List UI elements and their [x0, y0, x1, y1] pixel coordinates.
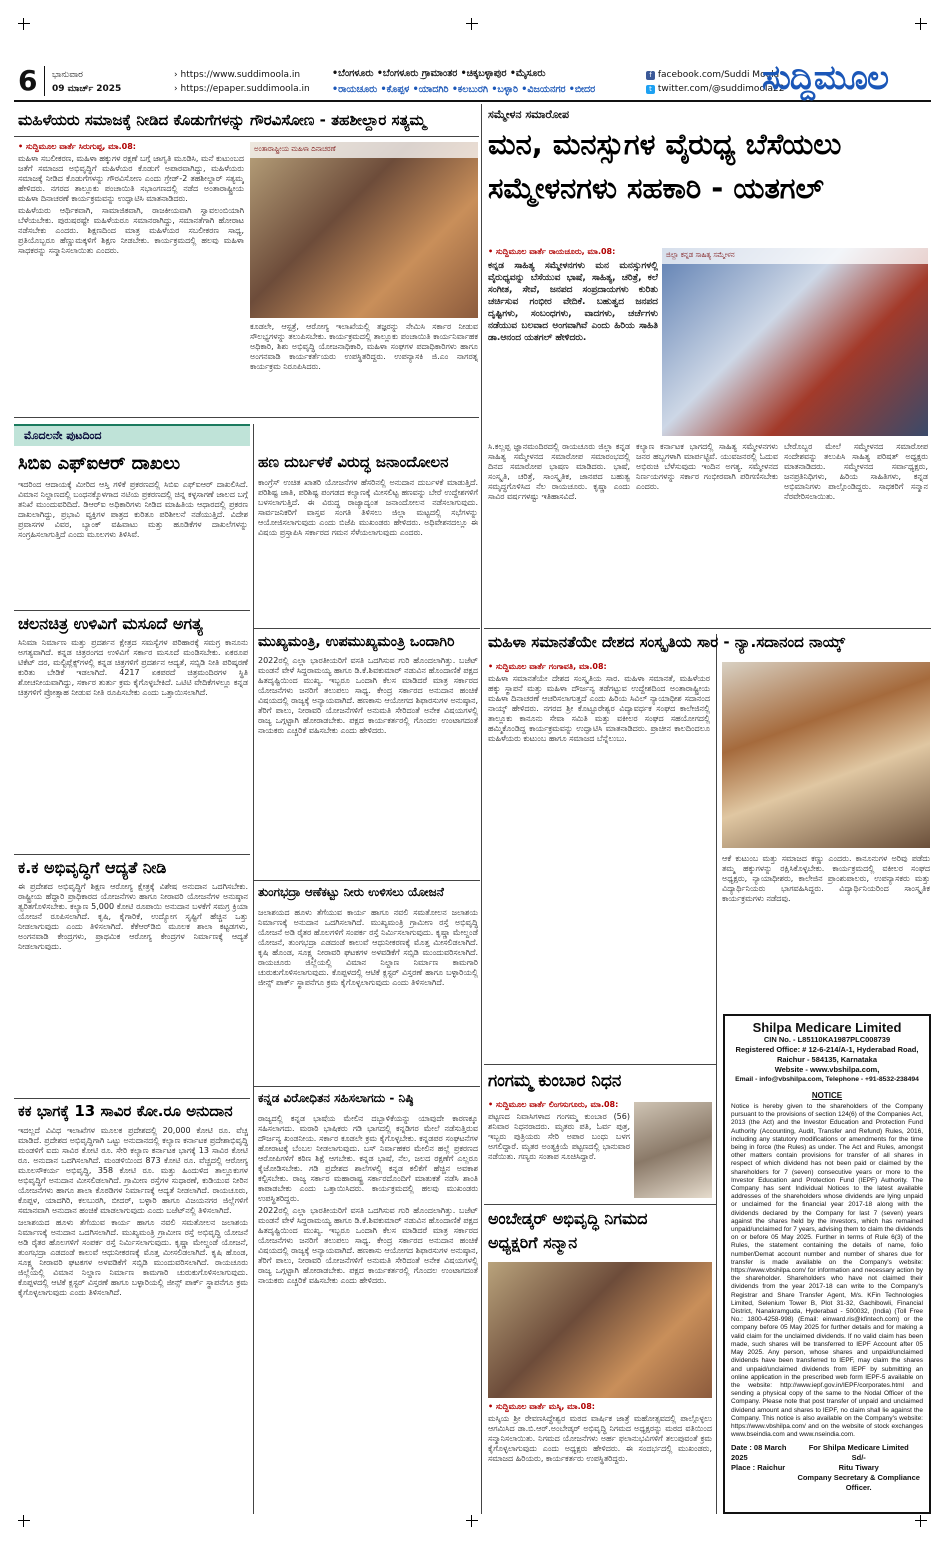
web-icon: ›: [174, 70, 178, 80]
headline-women-equality: ಮಹಿಳಾ ಸಮಾನತೆಯೇ ದೇಶದ ಸಂಸ್ಕೃತಿಯ ಸಾರ - ನ್ಯಾ.ಸದಾನಂದ ನಾಯ್ಕ್: [488, 633, 846, 651]
dateline: • ಸುದ್ದಿಮೂಲ ವಾರ್ತೆ ರಾಯಚೂರು, ಮಾ.08:: [488, 247, 616, 256]
article-film-body: [18, 638, 248, 850]
headline-obituary: ಗಂಗಮ್ಮ ಕುಂಬಾರ ನಿಧನ: [488, 1071, 622, 1091]
crop-mark-bottom-left: [18, 1515, 30, 1527]
headline-conference-line2: ಸಮ್ಮೇಳನಗಳು ಸಹಕಾರಿ - ಯತಗಲ್: [488, 171, 824, 205]
paragraph: ಸಿನಿಮಾ ನಿರ್ಮಾಣ ಮತ್ತು ಪ್ರದರ್ಶನ ಕ್ಷೇತ್ರದ ಸಮಸ್ಯೆಗಳ ಪರಿಹಾರಕ್ಕೆ ಸಮಗ್ರ ಕಾನೂನು ಅಗತ್ಯವಾಗಿದೆ. ಕನ್ನಡ ಚಿತ್ರರಂಗದ ಉಳಿವಿಗೆ ಸರ್ಕಾರ ಮಸೂದೆ ಮಂಡಿಸಬೇಕು. ಏಕರೂಪ ಟಿಕೆಟ್ ದರ, ಮಲ್ಟಿಪ್ಲೆಕ್ಸ್‌ಗಳಲ್ಲಿ ಕನ್ನಡ ಚಿತ್ರಗಳಿಗೆ ಪ್ರದರ್ಶನ ಆದ್ಯತೆ, ಸಬ್ಸಿಡಿ ನೀತಿ ಪರಿಷ್ಕರಣೆ ಕುರಿತು ಬೇಡಿಕೆ ಇಡಲಾಗಿದೆ. 4217 ಏಕಪರದೆ ಚಿತ್ರಮಂದಿರಗಳ ಸ್ಥಿತಿ ಶೋಚನೀಯವಾಗಿದ್ದು, ಸರ್ಕಾರ ತುರ್ತು ಕ್ರಮ ಕೈಗೊಳ್ಳಬೇಕಿದೆ. ಒಟಿಟಿ ವೇದಿಕೆಗಳಲ್ಲೂ ಕನ್ನಡ ಚಿತ್ರಗಳಿಗೆ ಪ್ರೋತ್ಸಾಹ ನೀಡುವ ನೀತಿ ರೂಪಿಸಬೇಕು ಎಂದು ಒತ್ತಾಯಿಸಲಾಗಿದೆ.: [18, 638, 248, 697]
paragraph: ಪಟ್ಟಣದ ನಿವಾಸಿಗಳಾದ ಗಂಗಮ್ಮ ಕುಂಬಾರ (56) ಶನಿವಾರ ನಿಧನರಾದರು. ಮೃತರು ಪತಿ, ಓರ್ವ ಪುತ್ರ, ಇಬ್ಬರು ಪುತ್ರಿಯರು ಸೇರಿ ಅಪಾರ ಬಂಧು ಬಳಗ ಅಗಲಿದ್ದಾರೆ. ಮೃತರ ಅಂತ್ಯಕ್ರಿಯೆ ಪಟ್ಟಣದಲ್ಲಿ ಭಾನುವಾರ ನಡೆಯಿತು. ಗಣ್ಯರು ಸಂತಾಪ ಸೂಚಿಸಿದ್ದಾರೆ.: [488, 1112, 630, 1161]
paragraph: 2022ರಲ್ಲಿ ಎಲ್ಲಾ ಭಾರತೀಯರಿಗೆ ವಸತಿ ಒದಗಿಸುವ ಗುರಿ ಹೊಂದಲಾಗಿತ್ತು. ಬಜೆಟ್ ಮಂಡನೆ ವೇಳೆ ಸಿದ್ದರಾಮಯ್ಯ ಹಾಗೂ ಡಿ.ಕೆ.ಶಿವಕುಮಾರ್ ನಡುವಿನ ಹೊಂದಾಣಿಕೆ ಪಕ್ಷದ ಹಿತದೃಷ್ಟಿಯಿಂದ ಮುಖ್ಯ. ಇಬ್ಬರೂ ಒಂದಾಗಿ ಕೆಲಸ ಮಾಡಿದರೆ ಮಾತ್ರ ಸರ್ಕಾರದ ಯೋಜನೆಗಳು ಜನರಿಗೆ ತಲುಪಲು ಸಾಧ್ಯ. ಕೇಂದ್ರ ಸರ್ಕಾರದ ಅನುದಾನ ಹಂಚಿಕೆ ವಿಷಯದಲ್ಲಿ ರಾಜ್ಯಕ್ಕೆ ಅನ್ಯಾಯವಾಗಿದೆ. ಹಣಕಾಸು ಆಯೋಗದ ಶಿಫಾರಸುಗಳ ಅನುಷ್ಠಾನ, ತೆರಿಗೆ ಪಾಲು, ನೀರಾವರಿ ಯೋಜನೆಗಳಿಗೆ ಅನುಮತಿ ಸೇರಿದಂತೆ ಅನೇಕ ವಿಷಯಗಳಲ್ಲಿ ರಾಜ್ಯ ಒಗ್ಗಟ್ಟಾಗಿ ಹೋರಾಡಬೇಕು. ಪಕ್ಷದ ಕಾರ್ಯಕರ್ತರಲ್ಲಿ ಗೊಂದಲ ಉಂಟಾಗದಂತೆ ನಾಯಕರು ಎಚ್ಚರಿಕೆ ವಹಿಸಬೇಕು ಎಂದು ಹೇಳಿದರು.: [258, 1206, 478, 1285]
kicker-conference: ಸಮ್ಮೇಳನ ಸಮಾರೋಪ: [488, 108, 570, 121]
column-rule: [253, 424, 254, 1514]
issue-day: ಭಾನುವಾರ: [52, 70, 83, 80]
notice-footer: [731, 1443, 923, 1493]
article-fund-body: [258, 478, 478, 628]
paragraph: ಜಲಾಶಯದ ಹೂಳು ತೆಗೆಯುವ ಕಾರ್ಯ ಹಾಗೂ ನವಲಿ ಸಮತೋಲನ ಜಲಾಶಯ ನಿರ್ಮಾಣಕ್ಕೆ ಅನುದಾನ ಒದಗಿಸಲಾಗಿದೆ. ಮುಖ್ಯಮಂತ್ರಿ ಗ್ರಾಮೀಣ ರಸ್ತೆ ಅಭಿವೃದ್ಧಿ ಯೋಜನೆ ಅಡಿ ರೈತರ ಹೊಲಗಳಿಗೆ ಸಂಪರ್ಕ ರಸ್ತೆ ನಿರ್ಮಿಸಲಾಗುವುದು. ಕೃಷ್ಣಾ ಮೇಲ್ದಂಡೆ ಯೋಜನೆ, ತುಂಗಭದ್ರಾ ಎಡದಂಡೆ ಕಾಲುವೆ ಆಧುನೀಕರಣಕ್ಕೆ ಮೊತ್ತ ಮೀಸಲಿಡಲಾಗಿದೆ. ಕೃಷಿ ಹೊಂಡ, ಸೂಕ್ಷ್ಮ ನೀರಾವರಿ ಘಟಕಗಳ ಅಳವಡಿಕೆಗೆ ಸಬ್ಸಿಡಿ ಮುಂದುವರಿಸಲಾಗಿದೆ. ರಾಯಚೂರು ಜಿಲ್ಲೆಯಲ್ಲಿ ವಿಮಾನ ನಿಲ್ದಾಣ ನಿರ್ಮಾಣ ಕಾಮಗಾರಿ ಚುರುಕುಗೊಳಿಸಲಾಗುವುದು. ಕೊಪ್ಪಳದಲ್ಲಿ ಆಟಿಕೆ ಕ್ಲಸ್ಟರ್ ವಿಸ್ತರಣೆ ಹಾಗೂ ಬಳ್ಳಾರಿಯಲ್ಲಿ ಜೀನ್ಸ್ ಪಾರ್ಕ್ ಸ್ಥಾಪನೆಗೂ ಕ್ರಮ ಕೈಗೊಳ್ಳಲಾಗುವುದು ಎಂದು ತಿಳಿಸಲಾಗಿದೆ.: [258, 908, 478, 987]
paragraph: ಆಕೆ ಕುಟುಂಬ ಮತ್ತು ಸಮಾಜದ ಕಣ್ಣು ಎಂದರು. ಕಾನೂನುಗಳ ಅರಿವು ಪಡೆದು ತಮ್ಮ ಹಕ್ಕುಗಳನ್ನು ರಕ್ಷಿಸಿಕೊಳ್ಳಬೇಕು. ಕಾರ್ಯಕ್ರಮದಲ್ಲಿ ವಕೀಲರ ಸಂಘದ ಅಧ್ಯಕ್ಷರು, ನ್ಯಾಯಾಧೀಶರು, ಕಾಲೇಜಿನ ಪ್ರಾಂಶುಪಾಲರು, ಉಪನ್ಯಾಸಕರು ಮತ್ತು ವಿದ್ಯಾರ್ಥಿನಿಯರು ಭಾಗವಹಿಸಿದ್ದರು. ವಿದ್ಯಾರ್ಥಿನಿಯರಿಂದ ಸಾಂಸ್ಕೃತಿಕ ಕಾರ್ಯಕ್ರಮಗಳು ನಡೆದವು.: [722, 854, 930, 903]
rule: [14, 610, 250, 611]
column-rule: [481, 104, 482, 1514]
header-divider: [44, 66, 45, 96]
rule: [254, 1086, 480, 1087]
photo-lamp-lighting: [722, 662, 930, 848]
edition-cities: [332, 66, 632, 98]
paragraph: ರಾಜ್ಯದಲ್ಲಿ ಕನ್ನಡ ಭಾಷೆಯ ಮೇಲಿನ ದಬ್ಬಾಳಿಕೆಯನ್ನು ಯಾವುದೇ ಕಾರಣಕ್ಕೂ ಸಹಿಸಲಾಗದು. ಮರಾಠಿ ಭಾಷಿಕರು ಗಡಿ ಭಾಗದಲ್ಲಿ ಕನ್ನಡಿಗರ ಮೇಲೆ ನಡೆಸುತ್ತಿರುವ ದೌರ್ಜನ್ಯ ಖಂಡನೀಯ. ಸರ್ಕಾರ ಕೂಡಲೇ ಕ್ರಮ ಕೈಗೊಳ್ಳಬೇಕು. ಕನ್ನಡಪರ ಸಂಘಟನೆಗಳ ಹೋರಾಟಕ್ಕೆ ಬೆಂಬಲ ನೀಡಲಾಗುವುದು. ಬಸ್ ನಿರ್ವಾಹಕರ ಮೇಲಿನ ಹಲ್ಲೆ ಪ್ರಕರಣದ ಆರೋಪಿಗಳಿಗೆ ಕಠಿಣ ಶಿಕ್ಷೆ ಆಗಬೇಕು. ಕನ್ನಡ ಭಾಷೆ, ನೆಲ, ಜಲದ ರಕ್ಷಣೆಗೆ ಎಲ್ಲರೂ ಕೈಜೋಡಿಸಬೇಕು. ಗಡಿ ಪ್ರದೇಶದ ಶಾಲೆಗಳಲ್ಲಿ ಕನ್ನಡ ಕಲಿಕೆಗೆ ಹೆಚ್ಚಿನ ಅವಕಾಶ ಕಲ್ಪಿಸಬೇಕು. ರಾಜ್ಯ ಸರ್ಕಾರ ಮಹಾರಾಷ್ಟ್ರ ಸರ್ಕಾರದೊಂದಿಗೆ ಮಾತುಕತೆ ನಡೆಸಿ ಶಾಂತಿ ಕಾಪಾಡಬೇಕು ಎಂದು ಒತ್ತಾಯಿಸಿದರು. ಕಾರ್ಯಕ್ರಮದಲ್ಲಿ ಹಲವು ಮುಖಂಡರು ಉಪಸ್ಥಿತರಿದ್ದರು.: [258, 1114, 478, 1203]
section-band-continued: ಮೊದಲನೇ ಪುಟದಿಂದ: [14, 424, 250, 446]
headline-kk-grant: ಕಕ ಭಾಗಕ್ಕೆ 13 ಸಾವಿರ ಕೋ.ರೂ ಅನುದಾನ: [18, 1102, 233, 1120]
headline-cbi-fir: ಸಿಬಿಐ ಎಫ್‌ಐಆರ್ ದಾಖಲು: [18, 453, 181, 474]
article-kannada-body: [258, 1114, 478, 1512]
rule: [14, 1098, 250, 1099]
dateline: • ಸುದ್ದಿಮೂಲ ವಾರ್ತೆ ಮಸ್ಕಿ, ಮಾ.08:: [488, 1402, 595, 1411]
paragraph: ಕಾಂಗ್ರೆಸ್ ಉಚಿತ ಖಾತರಿ ಯೋಜನೆಗಳ ಹೆಸರಿನಲ್ಲಿ ಅನುದಾನ ದುರ್ಬಳಕೆ ಮಾಡುತ್ತಿದೆ. ಪರಿಶಿಷ್ಟ ಜಾತಿ, ಪರಿಶಿಷ್ಟ ಪಂಗಡದ ಕಲ್ಯಾಣಕ್ಕೆ ಮೀಸಲಿಟ್ಟ ಹಣವನ್ನು ಬೇರೆ ಉದ್ದೇಶಗಳಿಗೆ ಬಳಸಲಾಗುತ್ತಿದೆ. ಈ ವಿರುದ್ಧ ರಾಜ್ಯಾದ್ಯಂತ ಜನಾಂದೋಲನ ನಡೆಸಲಾಗುವುದು. ಸಾರ್ವಜನಿಕರಿಗೆ ವಾಸ್ತವ ಸಂಗತಿ ತಿಳಿಸಲು ಜಿಲ್ಲಾ ಮಟ್ಟದಲ್ಲಿ ಸಭೆಗಳನ್ನು ಆಯೋಜಿಸಲಾಗುವುದು ಎಂದು ಬಿಜೆಪಿ ಮುಖಂಡರು ಹೇಳಿದರು. ಅಧಿವೇಶನದಲ್ಲೂ ಈ ವಿಷಯ ಪ್ರಸ್ತಾಪಿಸಿ ಸರ್ಕಾರದ ಗಮನ ಸೆಳೆಯಲಾಗುವುದು ಎಂದರು.: [258, 478, 478, 537]
page-header: [14, 58, 931, 102]
photo-banner-text: ಅಂತಾರಾಷ್ಟ್ರೀಯ ಮಹಿಳಾ ದಿನಾಚರಣೆ: [250, 142, 478, 158]
headline-fund-misuse: ಹಣ ದುರ್ಬಳಕೆ ವಿರುದ್ಧ ಜನಾಂದೋಲನ: [258, 453, 449, 471]
column-rule: [716, 634, 717, 1514]
headline-tungabhadra: ತುಂಗಭದ್ರಾ ಆಣೆಕಟ್ಟು ನೀರು ಉಳಿಸಲು ಯೋಜನೆ: [258, 885, 444, 899]
shilpa-medicare-notice: [723, 1014, 931, 1514]
issue-date: [52, 68, 121, 96]
lead-paragraph: ಕನ್ನಡ ಸಾಹಿತ್ಯ ಸಮ್ಮೇಳನಗಳು ಮನ ಮನಸ್ಸುಗಳಲ್ಲಿ ವೈರುಧ್ಯವನ್ನು ಬೆಸೆಯುವ ಭಾಷೆ, ಸಾಹಿತ್ಯ, ಚರಿತ್ರೆ, ಕಲೆ ಸಂಗೀತ, ಸೇವೆ, ಜನಪದ ಸಂಪ್ರದಾಯಗಳು ಕುರಿತು ಚರ್ಚಿಸುವ ಗಂಭೀರ ವೇದಿಕೆ. ಬಹುತ್ವದ ಜನಪದ ದೃಷ್ಟಿಗಳು, ಸಂಬಂಧಗಳು, ವಾದಗಳು, ಚರ್ಚೆಗಳು ನಡೆಯುವ ಬಲವಾದ ಅಂಗವಾಗಿವೆ ಎಂದು ಹಿರಿಯ ಸಾಹಿತಿ ಡಾ.ಆನಂದ ಯತಗಲ್ ಹೇಳಿದರು.: [488, 261, 658, 343]
paragraph: ಮಹಿಳಾ ಸಮಾನತೆಯೇ ದೇಶದ ಸಂಸ್ಕೃತಿಯ ಸಾರ. ಮಹಿಳಾ ಸಮಾನತೆ, ಮಹಿಳೆಯರ ಹಕ್ಕು ಸ್ಥಾಪನೆ ಮತ್ತು ಮಹಿಳಾ ದೌರ್ಜನ್ಯ ತಡೆಗಟ್ಟುವ ಉದ್ದೇಶದಿಂದ ಅಂತಾರಾಷ್ಟ್ರೀಯ ಮಹಿಳಾ ದಿನಾಚರಣೆ ಆಚರಿಸಲಾಗುತ್ತದೆ ಎಂದು ಹಿರಿಯ ಸಿವಿಲ್ ನ್ಯಾಯಾಧೀಶ ಸದಾನಂದ ನಾಯ್ಕ್ ಹೇಳಿದರು. ನಗರದ ಶ್ರೀ ಕೊಟ್ಟೂರೇಶ್ವರ ವಿದ್ಯಾವರ್ಧಕ ಸಂಘದ ಕಾಲೇಜಿನಲ್ಲಿ ತಾಲ್ಲೂಕು ಕಾನೂನು ಸೇವಾ ಸಮಿತಿ ಮತ್ತು ವಕೀಲರ ಸಂಘದ ಸಹಯೋಗದಲ್ಲಿ ಹಮ್ಮಿಕೊಂಡಿದ್ದ ಕಾರ್ಯಕ್ರಮವನ್ನು ಉದ್ಘಾಟಿಸಿ ಮಾತನಾಡಿದರು. ಪ್ರಾಚೀನ ಕಾಲದಿಂದಲೂ ಮಹಿಳೆಯರು ಕುಟುಂಬ ಹಾಗೂ ಸಮಾಜದ ಬೆನ್ನೆಲುಬು.: [488, 674, 710, 743]
notice-date-place: [731, 1443, 794, 1493]
newspaper-page: [14, 58, 931, 1514]
notice-cin: CIN No. - L85110KA1987PLC008739: [763, 1035, 891, 1044]
web-icon: ›: [174, 84, 178, 94]
notice-email: Email - info@vbshilpa.com, Telephone - +91-8532-238494: [735, 1076, 919, 1083]
header-urls: [174, 68, 310, 96]
crop-mark-top-center: [466, 18, 478, 30]
epaper-link[interactable]: https://epaper.suddimoola.in: [180, 84, 310, 94]
headline-conference-line1: ಮನ, ಮನಸ್ಸುಗಳ ವೈರುಧ್ಯ ಬೆಸೆಯಲು: [488, 127, 842, 161]
twitter-link[interactable]: twitter.com/@suddimoola22: [657, 84, 785, 94]
article-conference-col1: [488, 442, 630, 622]
headline-film-bill: ಚಲನಚಿತ್ರ ಉಳಿವಿಗೆ ಮಸೂದೆ ಅಗತ್ಯ: [18, 614, 203, 633]
article-grant-body: [18, 1126, 248, 1512]
paragraph: ಸಿ.ಕಲ್ಲಪ್ಪ ಜ್ಞಾನಮಂದಿರದಲ್ಲಿ ರಾಯಚೂರು ಜಿಲ್ಲಾ ಕನ್ನಡ ಸಾಹಿತ್ಯ ಸಮ್ಮೇಳನದ ಸಮಾರೋಪ ಸಮಾರಂಭದಲ್ಲಿ ದಿನದ ಸಮಾರೋಪ ಭಾಷಣ ಮಾಡಿದರು. ಭಾಷೆ, ಸಂಸ್ಕೃತಿ, ಚರಿತ್ರೆ, ಸಾಂಸ್ಕೃತಿಕ, ಜಾನಪದ ಬಹುತ್ವ ಸಮೃದ್ಧಗೊಳಿಸಿದ ನೆಲ ರಾಯಚೂರು. ಕೃಷ್ಣಾ ಎಂದು ಸಾವಿರ ವರ್ಷಗಳಷ್ಟು ಇತಿಹಾಸವಿದೆ.: [488, 442, 630, 501]
paragraph: ಇದಲ್ಲದೆ ವಿವಿಧ ಇಲಾಖೆಗಳ ಮೂಲಕ ಪ್ರದೇಶದಲ್ಲಿ 20,000 ಕೋಟಿ ರೂ. ವೆಚ್ಚ ಮಾಡಿದೆ. ಪ್ರದೇಶದ ಅಭಿವೃದ್ಧಿಗಾಗಿ ಒಟ್ಟು ಅನುದಾನದಲ್ಲಿ ಕಲ್ಯಾಣ ಕರ್ನಾಟಕ ಪ್ರದೇಶಾಭಿವೃದ್ಧಿ ಮಂಡಳಿಗೆ ಐದು ಸಾವಿರ ಕೋಟಿ ರೂ. ಸೇರಿ ಕಲ್ಯಾಣ ಕರ್ನಾಟಕ ಭಾಗಕ್ಕೆ 13 ಸಾವಿರ ಕೋಟಿ ರೂ. ಅನುದಾನ ಒದಗಿಸಲಾಗಿದೆ. ಮಂಡಳಿಯಿಂದ 873 ಕೋಟಿ ರೂ. ವೆಚ್ಚದಲ್ಲಿ ಆರೋಗ್ಯ ಮೂಲಸೌಕರ್ಯ ಅಭಿವೃದ್ಧಿ, 358 ಕೋಟಿ ರೂ. ಮತ್ತು ಹಿಂದುಳಿದ ತಾಲ್ಲೂಕುಗಳ ಅಭಿವೃದ್ಧಿಗೆ ಅನುದಾನ ಮೀಸಲಿಡಲಾಗಿದೆ. ಗ್ರಾಮೀಣ ರಸ್ತೆಗಳ ಸುಧಾರಣೆ, ಕುಡಿಯುವ ನೀರಿನ ಯೋಜನೆಗಳು ಹಾಗೂ ಶಾಲಾ ಕೊಠಡಿಗಳ ನಿರ್ಮಾಣಕ್ಕೆ ಆದ್ಯತೆ ನೀಡಲಾಗಿದೆ. ರಾಯಚೂರು, ಕೊಪ್ಪಳ, ಯಾದಗಿರಿ, ಕಲಬುರಗಿ, ಬೀದರ್, ಬಳ್ಳಾರಿ ಹಾಗೂ ವಿಜಯನಗರ ಜಿಲ್ಲೆಗಳಿಗೆ ಸಮಾನವಾಗಿ ಅನುದಾನ ಹಂಚಿಕೆ ಮಾಡಲಾಗುವುದು ಎಂದು ಬಜೆಟ್‌ನಲ್ಲಿ ತಿಳಿಸಲಾಗಿದೆ.: [18, 1126, 248, 1215]
paragraph: ಜಲಾಶಯದ ಹೂಳು ತೆಗೆಯುವ ಕಾರ್ಯ ಹಾಗೂ ನವಲಿ ಸಮತೋಲನ ಜಲಾಶಯ ನಿರ್ಮಾಣಕ್ಕೆ ಅನುದಾನ ಒದಗಿಸಲಾಗಿದೆ. ಮುಖ್ಯಮಂತ್ರಿ ಗ್ರಾಮೀಣ ರಸ್ತೆ ಅಭಿವೃದ್ಧಿ ಯೋಜನೆ ಅಡಿ ರೈತರ ಹೊಲಗಳಿಗೆ ಸಂಪರ್ಕ ರಸ್ತೆ ನಿರ್ಮಿಸಲಾಗುವುದು. ಕೃಷ್ಣಾ ಮೇಲ್ದಂಡೆ ಯೋಜನೆ, ತುಂಗಭದ್ರಾ ಎಡದಂಡೆ ಕಾಲುವೆ ಆಧುನೀಕರಣಕ್ಕೆ ಮೊತ್ತ ಮೀಸಲಿಡಲಾಗಿದೆ. ಕೃಷಿ ಹೊಂಡ, ಸೂಕ್ಷ್ಮ ನೀರಾವರಿ ಘಟಕಗಳ ಅಳವಡಿಕೆಗೆ ಸಬ್ಸಿಡಿ ಮುಂದುವರಿಸಲಾಗಿದೆ. ರಾಯಚೂರು ಜಿಲ್ಲೆಯಲ್ಲಿ ವಿಮಾನ ನಿಲ್ದಾಣ ನಿರ್ಮಾಣ ಕಾಮಗಾರಿ ಚುರುಕುಗೊಳಿಸಲಾಗುವುದು. ಕೊಪ್ಪಳದಲ್ಲಿ ಆಟಿಕೆ ಕ್ಲಸ್ಟರ್ ವಿಸ್ತರಣೆ ಹಾಗೂ ಬಳ್ಳಾರಿಯಲ್ಲಿ ಜೀನ್ಸ್ ಪಾರ್ಕ್ ಸ್ಥಾಪನೆಗೂ ಕ್ರಮ ಕೈಗೊಳ್ಳಲಾಗುವುದು ಎಂದು ತಿಳಿಸಲಾಗಿದೆ.: [18, 1218, 248, 1297]
photo-obituary-portrait: [634, 1102, 712, 1198]
dateline: • ಸುದ್ದಿಮೂಲ ವಾರ್ತೆ ಗಂಗಾವತಿ, ಮಾ.08:: [488, 662, 607, 671]
notice-office: Registered Office: # 12-6-214/A-1, Hyderabad Road, Raichur - 584135, Karnataka: [735, 1045, 919, 1064]
notice-body: Notice is hereby given to the shareholders of the Company pursuant to the provisions of section 124(6) of the Companies Act, 2013 (the Act) and the Investor Education and Protection Fund Authority (Accounting, Audit, Transfer and Refund) Rules, 2016, including any statutory modifications or amendments for the time being in force (the Rules) as under. The Act and Rules, amongst other matters contain provisions for transfer of all shares in respect of which dividend has not been paid or claimed by the shareholders for 7 (seven) consecutive years or more to the Investor Education and Protection Fund (IEPF) Authority. The Company has sent Individual Notices to the latest available addresses of the shareholders whose dividends are lying unpaid or unclaimed for the financial year 2017-18 along with the dividends declared by the Company for last 7 (seven) years against the shares held by the investors, which has remained unpaid/unclaimed for 7 years, advising them to claim the dividends on or before 05 May 2025. Further in terms of Rule 6(3) of the Rules, the statement containing the details of name, folio number/Demat account number and number of shares due for transfer is made available on the Company's website: https://www.vbshilpa.com/ for information and necessary action by the shareholder. Shareholders who have not claimed their dividends from the year 2017-18 can write to the Company's Registrar and Share Transfer Agent, M/s. KFin Technologies Limited, Selenium Tower B, Plot 31-32, Gachibowli, Financial District, Nanakramguda, Hyderabad - 500032, (India) (Toll Free No.: 1800-4258-998) (Email: einward.ris@kfintech.com) or the company before 05 May 2025 for further details and for making a valid claim for the unclaimed dividends. If no valid claim has been made, such shares will be transferred to IEPF Account after 05 May 2025. Any person, whose shares and unpaid/unclaimed dividends have been transferred to IEPF, may claim the shares and unpaid/unclaimed dividends from IEPF by submitting an online application in the prescribed web form IEPF-5 available on the website: http://www.iepf.gov.in/IEPF/corporates.html and sending a physical copy of the same to the Nodal Officer of the Company. Please note that post transfer of unpaid and unclaimed dividend amount and shares to IEPF, no claim shall lie against the Company. This notice is also available on the Company's website: https://www.vbshilpa.com/ and on the website of stock exchanges www.bseindia.com and www.nseindia.com.: [731, 1103, 923, 1439]
paragraph: ಬೇರೊಬ್ಬರ ಮೇಲೆ ಸಮ್ಮೇಳನದ ಸಮಾರೋಪ ಸಂದೇಶವನ್ನು ತಲುಪಿಸಿ ಸಾಹಿತ್ಯ ಪರಿಷತ್ ಅಧ್ಯಕ್ಷರು ಮಾತನಾಡಿದರು. ಸಮ್ಮೇಳನದ ಸರ್ವಾಧ್ಯಕ್ಷರು, ಜನಪ್ರತಿನಿಧಿಗಳು, ಹಿರಿಯ ಸಾಹಿತಿಗಳು, ಕನ್ನಡ ಅಭಿಮಾನಿಗಳು ಪಾಲ್ಗೊಂಡಿದ್ದರು. ಸಾಧಕರಿಗೆ ಸನ್ಮಾನ ನೆರವೇರಿಸಲಾಯಿತು.: [784, 442, 928, 501]
headline-ambedkar-line1: ಅಂಬೇಡ್ಕರ್ ಅಭಿವೃದ್ಧಿ ನಿಗಮದ: [488, 1209, 648, 1228]
notice-signatory: [794, 1443, 923, 1493]
notice-company-name: Shilpa Medicare Limited: [752, 1020, 902, 1035]
article-cm-body: [258, 656, 478, 876]
notice-designation: Company Secretary & Compliance Officer.: [797, 1473, 920, 1493]
notice-sd: Sd/-: [851, 1453, 866, 1463]
article-conference-lead: [488, 246, 658, 436]
notice-website: Website - www.vbshilpa.com,: [774, 1065, 880, 1074]
paragraph: 2022ರಲ್ಲಿ ಎಲ್ಲಾ ಭಾರತೀಯರಿಗೆ ವಸತಿ ಒದಗಿಸುವ ಗುರಿ ಹೊಂದಲಾಗಿತ್ತು. ಬಜೆಟ್ ಮಂಡನೆ ವೇಳೆ ಸಿದ್ದರಾಮಯ್ಯ ಹಾಗೂ ಡಿ.ಕೆ.ಶಿವಕುಮಾರ್ ನಡುವಿನ ಹೊಂದಾಣಿಕೆ ಪಕ್ಷದ ಹಿತದೃಷ್ಟಿಯಿಂದ ಮುಖ್ಯ. ಇಬ್ಬರೂ ಒಂದಾಗಿ ಕೆಲಸ ಮಾಡಿದರೆ ಮಾತ್ರ ಸರ್ಕಾರದ ಯೋಜನೆಗಳು ಜನರಿಗೆ ತಲುಪಲು ಸಾಧ್ಯ. ಕೇಂದ್ರ ಸರ್ಕಾರದ ಅನುದಾನ ಹಂಚಿಕೆ ವಿಷಯದಲ್ಲಿ ರಾಜ್ಯಕ್ಕೆ ಅನ್ಯಾಯವಾಗಿದೆ. ಹಣಕಾಸು ಆಯೋಗದ ಶಿಫಾರಸುಗಳ ಅನುಷ್ಠಾನ, ತೆರಿಗೆ ಪಾಲು, ನೀರಾವರಿ ಯೋಜನೆಗಳಿಗೆ ಅನುಮತಿ ಸೇರಿದಂತೆ ಅನೇಕ ವಿಷಯಗಳಲ್ಲಿ ರಾಜ್ಯ ಒಗ್ಗಟ್ಟಾಗಿ ಹೋರಾಡಬೇಕು. ಪಕ್ಷದ ಕಾರ್ಯಕರ್ತರಲ್ಲಿ ಗೊಂದಲ ಉಂಟಾಗದಂತೆ ನಾಯಕರು ಎಚ್ಚರಿಕೆ ವಹಿಸಬೇಕು ಎಂದು ಹೇಳಿದರು.: [258, 656, 478, 735]
rule: [484, 1064, 716, 1065]
article-obituary-body: [488, 1100, 630, 1200]
paragraph: ಮಹಿಳಾ ಸಬಲೀಕರಣ, ಮಹಿಳಾ ಹಕ್ಕುಗಳ ರಕ್ಷಣೆ ಬಗ್ಗೆ ಜಾಗೃತಿ ಮೂಡಿಸಿ, ಮನೆ ಕುಟುಂಬದ ಜತೆಗೆ ಸಮಾಜದ ಅಭಿವೃದ್ಧಿಗೆ ಮಹಿಳೆಯರ ಕೊಡುಗೆ ಅಪಾರವಾಗಿದ್ದು, ಮಹಿಳೆಯರು ಸಮಾಜಕ್ಕೆ ನೀಡಿದ ಕೊಡುಗೆಗಳನ್ನು ಗೌರವಿಸೋಣ ಎಂದು ಗ್ರೇಡ್-2 ತಹಶೀಲ್ದಾರ್ ಸತ್ಯಮ್ಮ ಹೇಳಿದರು. ನಗರದ ತಾಲ್ಲೂಕು ಪಂಚಾಯಿತಿ ಸಭಾಂಗಣದಲ್ಲಿ ನಡೆದ ಅಂತಾರಾಷ್ಟ್ರೀಯ ಮಹಿಳಾ ದಿನಾಚರಣೆ ಕಾರ್ಯಕ್ರಮವನ್ನು ಉದ್ಘಾಟಿಸಿ ಮಾತನಾಡಿದರು.: [18, 154, 244, 203]
rule: [14, 417, 479, 418]
website-link[interactable]: https://www.suddimoola.in: [180, 70, 301, 80]
photo-womens-day-event: [250, 142, 478, 318]
notice-date: Date : 08 March 2025: [731, 1443, 787, 1463]
rule: [484, 1204, 716, 1205]
headline-cm-dcm: ಮುಖ್ಯಮಂತ್ರಿ, ಉಪಮುಖ್ಯಮಂತ್ರಿ ಒಂದಾಗಿರಿ: [258, 634, 455, 650]
notice-place: Place : Raichur: [731, 1463, 786, 1473]
rule: [14, 136, 479, 137]
paragraph: ಕಲ್ಯಾಣ ಕರ್ನಾಟಕ ಭಾಗದಲ್ಲಿ ಸಾಹಿತ್ಯ ಸಮ್ಮೇಳನಗಳು ಜನರ ಹಬ್ಬಗಳಾಗಿ ಮಾರ್ಪಟ್ಟಿವೆ. ಯುವಜನರಲ್ಲಿ ಓದುವ ಅಭಿರುಚಿ ಬೆಳೆಸುವುದು ಇಂದಿನ ಅಗತ್ಯ. ಸಮ್ಮೇಳನದ ನಿರ್ಣಯಗಳನ್ನು ಸರ್ಕಾರ ಗಂಭೀರವಾಗಿ ಪರಿಗಣಿಸಬೇಕು ಎಂದರು.: [636, 442, 778, 491]
paragraph: ಈ ಪ್ರದೇಶದ ಅಭಿವೃದ್ಧಿಗೆ ಶಿಕ್ಷಣ ಆರೋಗ್ಯ ಕ್ಷೇತ್ರಕ್ಕೆ ವಿಶೇಷ ಅನುದಾನ ಒದಗಿಸಬೇಕು. ರಾಷ್ಟ್ರೀಯ ಹೆದ್ದಾರಿ ಪ್ರಾಧಿಕಾರದ ಯೋಜನೆಗಳು ಹಾಗೂ ನೀರಾವರಿ ಯೋಜನೆಗಳ ಅನುಷ್ಠಾನ ತ್ವರಿತಗೊಳಿಸಬೇಕು. ಕಲ್ಯಾಣ 5,000 ಕೋಟಿ ರೂಪಾಯಿ ಅನುದಾನ ಬಳಕೆಗೆ ಸಮಗ್ರ ಕ್ರಿಯಾ ಯೋಜನೆ ರೂಪಿಸಲಾಗಿದೆ. ಕೃಷಿ, ಕೈಗಾರಿಕೆ, ಉದ್ಯೋಗ ಸೃಷ್ಟಿಗೆ ಹೆಚ್ಚಿನ ಒತ್ತು ನೀಡಲಾಗುವುದು ಎಂದು ತಿಳಿಸಲಾಗಿದೆ. ಕೆಕೆಆರ್‌ಡಿಬಿ ಮೂಲಕ ಶಾಲಾ ಕಟ್ಟಡಗಳು, ಅಂಗನವಾಡಿ ಕೇಂದ್ರಗಳು, ಪ್ರಾಥಮಿಕ ಆರೋಗ್ಯ ಕೇಂದ್ರಗಳ ನಿರ್ಮಾಣಕ್ಕೆ ಆದ್ಯತೆ ನೀಡಲಾಗುವುದು.: [18, 882, 248, 951]
article-equality-col1: [488, 662, 710, 1056]
photo-felicitation: [488, 1262, 712, 1398]
paragraph: ಇದರಿಂದ ಆದಾಯಕ್ಕೆ ಮೀರಿದ ಆಸ್ತಿ ಗಳಿಕೆ ಪ್ರಕರಣದಲ್ಲಿ ಸಿಬಿಐ ಎಫ್‌ಐಆರ್ ದಾಖಲಿಸಿದೆ. ವಿಮಾನ ನಿಲ್ದಾಣದಲ್ಲಿ ಬಂಧನಕ್ಕೊಳಗಾದ ನಟಿಯ ಪ್ರಕರಣದಲ್ಲಿ ಚಿನ್ನ ಕಳ್ಳಸಾಗಣೆ ಜಾಲದ ಬಗ್ಗೆ ತನಿಖೆ ಮುಂದುವರಿದಿದೆ. ಡಿಆರ್‌ಐ ಅಧಿಕಾರಿಗಳು ನೀಡಿದ ಮಾಹಿತಿಯ ಆಧಾರದಲ್ಲಿ ಪ್ರಕರಣ ದಾಖಲಾಗಿದ್ದು, ಪ್ರಭಾವಿ ವ್ಯಕ್ತಿಗಳ ಪಾತ್ರದ ಕುರಿತೂ ಪರಿಶೀಲನೆ ನಡೆಯುತ್ತಿದೆ. ವಿದೇಶ ಪ್ರವಾಸಗಳ ವಿವರ, ಬ್ಯಾಂಕ್ ವಹಿವಾಟು ಮತ್ತು ಹೂಡಿಕೆಗಳ ದಾಖಲೆಗಳನ್ನು ಸಂಗ್ರಹಿಸಲಾಗುತ್ತಿದೆ ಎಂದು ಮೂಲಗಳು ತಿಳಿಸಿವೆ.: [18, 480, 248, 539]
facebook-link[interactable]: facebook.com/Suddi Moola: [657, 70, 780, 80]
paragraph: ಕೂಡಲೇ, ಆಸ್ಪತ್ರೆ, ಆರೋಗ್ಯ ಇಲಾಖೆಯಲ್ಲಿ ತಜ್ಞರನ್ನು ನೇಮಿಸಿ ಸರ್ಕಾರ ನೀಡುವ ಸೌಲಭ್ಯಗಳನ್ನು ತಲುಪಿಸಬೇಕು. ಕಾರ್ಯಕ್ರಮದಲ್ಲಿ ತಾಲ್ಲೂಕು ಪಂಚಾಯಿತಿ ಕಾರ್ಯನಿರ್ವಾಹಕ ಅಧಿಕಾರಿ, ಶಿಶು ಅಭಿವೃದ್ಧಿ ಯೋಜನಾಧಿಕಾರಿ, ಮಹಿಳಾ ಸಂಘಗಳ ಪದಾಧಿಕಾರಿಗಳು ಹಾಗೂ ಅಂಗನವಾಡಿ ಕಾರ್ಯಕರ್ತೆಯರು ಉಪಸ್ಥಿತರಿದ್ದರು. ಉಪನ್ಯಾಸಕಿ ಜಿ.ಎಂ ನಾಗರತ್ನ ಕಾರ್ಯಕ್ರಮ ನಿರೂಪಿಸಿದರು.: [250, 322, 478, 371]
cities-line-1: •ಬೆಂಗಳೂರು •ಬೆಂಗಳೂರು ಗ್ರಾಮಾಂತರ •ಚಿಕ್ಕಬಳ್ಳಾಪುರ •ಮೈಸೂರು: [332, 68, 546, 79]
article-conference-col3: [784, 442, 928, 622]
photo-conference-speaker: [662, 248, 928, 436]
paragraph: ಮಹಿಳೆಯರು ಆರ್ಥಿಕವಾಗಿ, ಸಾಮಾಜಿಕವಾಗಿ, ರಾಜಕೀಯವಾಗಿ ಸ್ವಾವಲಂಬಿಯಾಗಿ ಬೆಳೆಯಬೇಕು. ಪುರುಷರಷ್ಟೇ ಮಹಿಳೆಯರೂ ಸಮಾನರಾಗಿದ್ದು, ಸಮಾನತೆಗಾಗಿ ಹೋರಾಟ ನಡೆಸಬೇಕು ಎಂದರು. ಶಿಕ್ಷಣದಿಂದ ಮಾತ್ರ ಮಹಿಳೆಯರ ಸಬಲೀಕರಣ ಸಾಧ್ಯ, ಪ್ರತಿಯೊಬ್ಬರೂ ಹೆಣ್ಣುಮಕ್ಕಳಿಗೆ ಶಿಕ್ಷಣ ನೀಡಬೇಕು. ಕಾರ್ಯಕ್ರಮದಲ್ಲಿ ಹಲವು ಮಹಿಳಾ ಸಾಧಕರನ್ನು ಸನ್ಮಾನಿಸಲಾಯಿತು ಎಂದರು.: [18, 206, 244, 255]
article-women-body-col2: [250, 322, 478, 412]
notice-for: For Shilpa Medicare Limited: [808, 1443, 909, 1453]
headline-ambedkar-line2: ಅಧ್ಯಕ್ಷರಿಗೆ ಸನ್ಮಾನ: [488, 1233, 578, 1252]
article-cbi-body: [18, 480, 248, 608]
dateline: • ಸುದ್ದಿಮೂಲ ವಾರ್ತೆ ಲಿಂಗಸುಗೂರು, ಮಾ.08:: [488, 1100, 619, 1109]
article-conference-col2: [636, 442, 778, 622]
article-women-body-col1: [18, 142, 244, 410]
crop-mark-top-right: [915, 18, 927, 30]
article-tungabhadra-body: [258, 908, 478, 1082]
headline-women-contribution: ಮಹಿಳೆಯರು ಸಮಾಜಕ್ಕೆ ನೀಡಿದ ಕೊಡುಗೆಗಳನ್ನು ಗೌರವಿಸೋಣ - ತಹಶೀಲ್ದಾರ ಸತ್ಯಮ್ಮ: [18, 111, 426, 129]
twitter-icon: t: [646, 85, 655, 94]
rule: [254, 880, 480, 881]
rule: [484, 628, 931, 629]
notice-title: NOTICE: [811, 1091, 843, 1100]
headline-kannada-opposition: ಕನ್ನಡ ವಿರೋಧಿತನ ಸಹಿಸಲಾಗದು - ನಿಷ್ಠಿ: [258, 1091, 414, 1105]
rule: [14, 854, 250, 855]
facebook-icon: f: [646, 71, 655, 80]
crop-mark-bottom-center: [466, 1515, 478, 1527]
article-kk-body: [18, 882, 248, 1094]
notice-signatory-name: Ritu Tiwary: [838, 1463, 879, 1473]
crop-mark-bottom-right: [915, 1515, 927, 1527]
photo-banner-text: ಜಿಲ್ಲಾ ಕನ್ನಡ ಸಾಹಿತ್ಯ ಸಮ್ಮೇಳನ: [662, 248, 928, 264]
masthead-logo: ಸುದ್ದಿಮೂಲ: [762, 58, 888, 98]
rule: [254, 628, 480, 629]
issue-date-text: 09 ಮಾರ್ಚ್ 2025: [52, 84, 122, 94]
cities-line-2: •ರಾಯಚೂರು •ಕೊಪ್ಪಳ •ಯಾದಗಿರಿ •ಕಲಬುರಗಿ •ಬಳ್ಳಾರಿ •ವಿಜಯನಗರ •ಬೀದರ: [332, 84, 596, 95]
article-ambedkar-body: [488, 1402, 712, 1514]
paragraph: ಮಸ್ಕಿಯ ಶ್ರೀ ರೇವಣಸಿದ್ಧೇಶ್ವರ ಮಠದ ವಾರ್ಷಿಕ ಜಾತ್ರೆ ಮಹೋತ್ಸವದಲ್ಲಿ ಪಾಲ್ಗೊಳ್ಳಲು ಆಗಮಿಸಿದ ಡಾ.ಬಿ.ಆರ್.ಅಂಬೇಡ್ಕರ್ ಅಭಿವೃದ್ಧಿ ನಿಗಮದ ಅಧ್ಯಕ್ಷರನ್ನು ಮಠದ ವತಿಯಿಂದ ಸನ್ಮಾನಿಸಲಾಯಿತು. ನಿಗಮದ ಯೋಜನೆಗಳು ಅರ್ಹ ಫಲಾನುಭವಿಗಳಿಗೆ ತಲುಪುವಂತೆ ಕ್ರಮ ಕೈಗೊಳ್ಳಲಾಗುವುದು ಎಂದು ಅಧ್ಯಕ್ಷರು ಹೇಳಿದರು. ಈ ಸಂದರ್ಭದಲ್ಲಿ ಮುಖಂಡರು, ಸಮಾಜದ ಹಿರಿಯರು, ಕಾರ್ಯಕರ್ತರು ಉಪಸ್ಥಿತರಿದ್ದರು.: [488, 1414, 712, 1463]
crop-mark-top-left: [18, 18, 30, 30]
dateline: • ಸುದ್ದಿಮೂಲ ವಾರ್ತೆ ಸಿರುಗುಪ್ಪ, ಮಾ.08:: [18, 142, 136, 151]
headline-kk-priority: ಕ.ಕ ಅಭಿವೃದ್ಧಿಗೆ ಆದ್ಯತೆ ನೀಡಿ: [18, 858, 167, 877]
page-number: 6: [18, 64, 38, 97]
